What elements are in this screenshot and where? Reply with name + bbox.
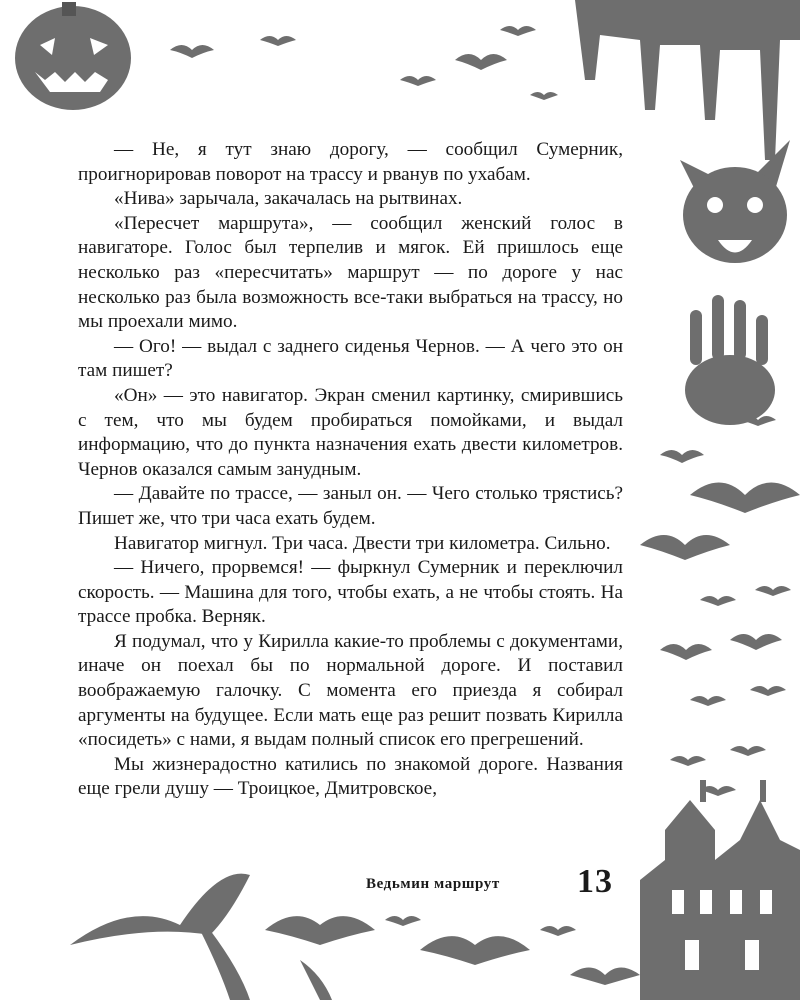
bottom-bats-decoration — [70, 874, 640, 1000]
paragraph: «Нива» зарычала, закачалась на рытвинах. — [114, 188, 463, 210]
paragraph: — Давайте по трассе, — заныл он. — Чего столько трястись? Пишет же, что три часа ехать будем. — [78, 483, 623, 529]
body-text — [78, 138, 623, 802]
paragraph: Навигатор мигнул. Три часа. Двести три километра. Сильно. — [114, 532, 611, 554]
running-title: Ведьмин маршрут — [366, 876, 500, 892]
cat-icon — [680, 140, 790, 263]
paragraph: «Пересчет маршрута», — сообщил женский голос в навигаторе. Голос был терпелив и мягок. Ей пришлось еще несколько раз «пересчитать» маршрут — по дороге у нас несколько раз была возможность все-таки выбраться на трассу, но мы проехали мимо. — [78, 212, 623, 333]
church-illustration — [640, 780, 800, 1000]
paragraph: Я подумал, что у Кирилла какие-то проблемы с документами, иначе он поехал бы по нормальной дороге. И поставил воображаемую галочку. С момента его приезда я собирал аргументы на будущее. Если мать еще раз решит позвать Кирилла «посидеть» с нами, я выдам полный список его прегрешений. — [78, 630, 623, 751]
paragraph: — Ого! — выдал с заднего сиденья Чернов. — А чего это он там пишет? — [78, 335, 623, 382]
handprint-decoration — [685, 295, 775, 425]
pumpkin-icon — [15, 2, 131, 110]
bat-swarm-decoration — [640, 416, 800, 796]
paragraph: — Не, я тут знаю дорогу, — сообщил Сумерник, проигнорировав поворот на трассу и рванув по ухабам. — [78, 139, 623, 185]
page-number: 13 — [577, 863, 613, 900]
paragraph: — Ничего, прорвемся! — фыркнул Сумерник и переключил скорость. — Машина для того, чтобы ехать, а не чтобы стоять. На трассе пробка. Верняк. — [78, 557, 623, 628]
ink-drips-decoration — [575, 0, 800, 160]
paragraph: «Он» — это навигатор. Экран сменил картинку, смирившись с тем, что мы будем пробираться помойками, и выдал информацию, что до пункта назначения ехать двести километров. Чернов оказался самым занудным. — [78, 384, 623, 480]
paragraph: Мы жизнерадостно катились по знакомой дороге. Названия еще грели душу — Троицкое, Дмитровское, — [78, 753, 623, 800]
bat-icon — [170, 26, 558, 100]
